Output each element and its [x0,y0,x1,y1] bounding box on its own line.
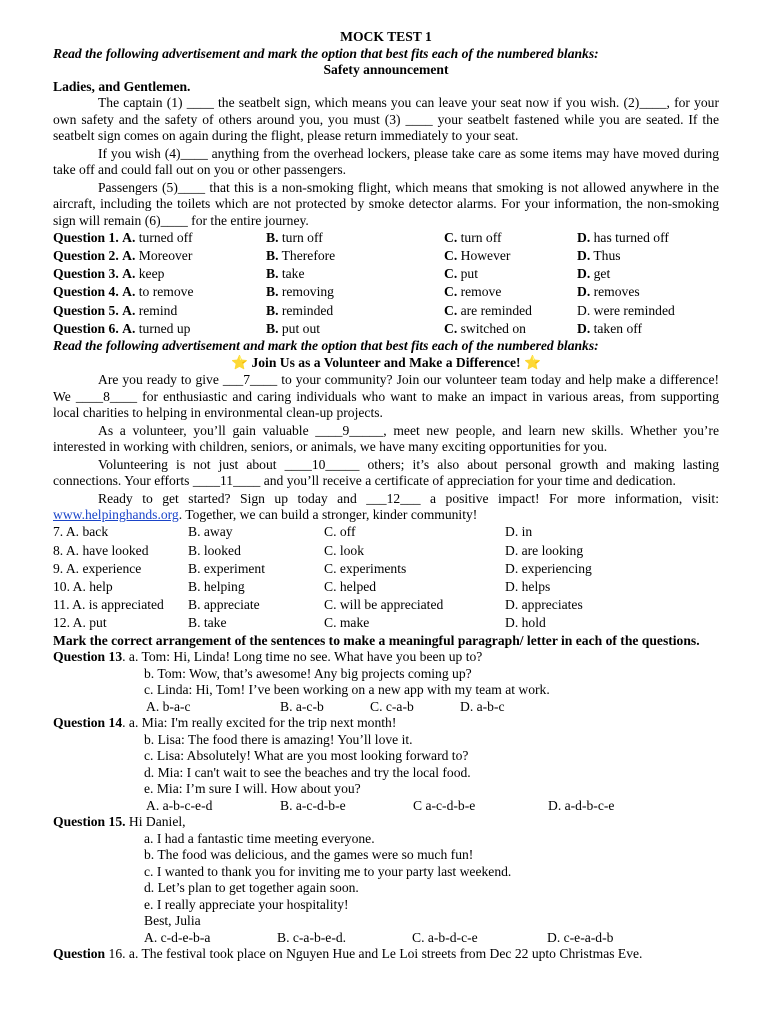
option-c: remove [460,284,502,300]
section2-paragraph-3: Volunteering is not just about ____10_____ others; it’s also about personal growth and making lasting connections. Your efforts ____11____ and you’ll receive a certificate of appreciation for your time and dedication. [53,456,719,489]
option-d: D. are looking [505,542,584,558]
sentence: b. The food was delicious, and the games were so much fun! [144,847,474,863]
option-d: D. helps [505,579,551,595]
option-c: C. a-b-d-c-e [412,929,478,945]
question-label: Question 5. [53,302,119,318]
question-row: Question 3. A. keep B. take C. put D. get [53,266,611,282]
sentence: b. Lisa: The food there is amazing! You’ll love it. [144,731,413,747]
question-label: Question 1. [53,229,119,245]
option-a: A. a-b-c-e-d [146,797,213,813]
option-a: keep [138,266,165,282]
section2-paragraph-1: Are you ready to give ___7____ to your community? Join our volunteer team today and help make a difference! We ____8____ for enthusiastic and caring individuals who want to make an impact in various areas, from supporting local charities to helping in environmental clean-up projects. [53,372,719,421]
option-c: C. off [324,524,356,540]
option-a: 10. A. help [53,579,113,595]
option-b: B. c-a-b-e-d. [277,929,347,945]
option-d: has turned off [593,229,669,245]
option-a: turned up [138,320,191,336]
document-body [53,29,719,963]
option-b: B. appreciate [188,597,260,613]
question-row: Question 1. A. turned off B. turn off C. turn off D. has turned off [53,229,669,245]
option-b: B. a-c-b [280,698,324,714]
question-row: Question 4. A. to remove B. removing C. remove D. removes [53,284,640,300]
section1-instruction: Read the following advertisement and mark the option that best fits each of the numbered blanks: [53,45,599,61]
section1-greeting: Ladies, and Gentlemen. [53,78,191,94]
question-16 [53,946,719,963]
question-label: Question 14 [53,715,123,731]
option-a: A. c-d-e-b-a [144,929,211,945]
option-b: turn off [281,229,323,245]
section1-paragraph-3: Passengers (5)____ that this is a non-smoking flight, which means that smoking is not allowed anywhere in the aircraft, including the toilets which are not protected by smoke detector alarms. For your information, the non-smoking sign will remain (6)____ for the entire journey. [53,179,719,228]
sentence: 16. a. The festival took place on Nguyen Hue and Le Loi streets from Dec 22 upto Christmas Eve. [105,946,643,962]
option-b: B. helping [188,579,245,595]
option-d: D. c-e-a-d-b [547,929,614,945]
section1-question-list [53,229,719,338]
option-d: get [593,266,611,282]
question-label: Question 13 [53,649,123,665]
section2-paragraph-2: As a volunteer, you’ll gain valuable ____9_____, meet new people, and learn new skills. Whether you’re interested in working with children, seniors, or animals, we have many exciting opportunities for you. [53,422,719,455]
option-a: to remove [138,284,194,300]
option-c: However [460,248,511,264]
question-14 [53,715,719,814]
question-label: Question [53,946,106,962]
option-c: put [460,266,478,282]
question-row: Question 6. A. turned up B. put out C. switched on D. taken off [53,320,643,336]
option-d: were reminded [593,302,675,318]
option-a: Moreover [138,248,193,264]
sentence: b. Tom: Wow, that’s awesome! Any big projects coming up? [144,665,472,681]
section1-paragraph-2: If you wish (4)____ anything from the overhead lockers, please take care as some items may have moved during take off and could fall out on you or other passengers. [53,145,719,177]
option-a: 9. A. experience [53,560,142,576]
option-c: C. helped [324,579,377,595]
sentence: . a. Tom: Hi, Linda! Long time no see. What have you been up to? [122,649,483,665]
section2-heading: ⭐ Join Us as a Volunteer and Make a Difference! ⭐ [231,354,541,370]
option-c: C. make [324,615,370,631]
option-c: are reminded [460,302,532,318]
sentence: Hi Daniel, [125,814,186,830]
question-label: Question 4. [53,284,119,300]
option-c: C. will be appreciated [324,597,444,613]
option-d: taken off [593,320,643,336]
option-b: B. away [188,524,233,540]
option-a: 7. A. back [53,524,109,540]
section2-question-list [53,524,719,633]
section1-heading: Safety announcement [323,62,449,77]
option-d: D. a-d-b-c-e [548,797,615,813]
option-c: turn off [460,229,502,245]
option-b: put out [281,320,321,336]
option-d: D. hold [505,615,546,631]
question-label: Question 15. [53,814,126,830]
option-a: A. b-a-c [146,698,191,714]
paragraph-text: Ready to get started? Sign up today and ___12___ a positive impact! For more information, visit: [98,490,719,506]
option-b: take [281,266,305,282]
question-row [53,542,719,560]
option-b: removing [281,284,334,300]
question-13 [53,649,719,715]
question-row: Question 2. A. Moreover B. Therefore C. However D. Thus [53,248,621,264]
paragraph-text: . Together, we can build a stronger, kinder community! [178,507,478,523]
option-row [53,930,719,947]
option-a: remind [138,302,178,318]
option-a: 8. A. have looked [53,542,149,558]
page-title: MOCK TEST 1 [340,29,432,44]
sentence: d. Let’s plan to get together again soon. [144,880,359,896]
question-row [53,596,719,614]
website-link[interactable]: www.helpinghands.org [53,507,179,523]
question-row: Question 5. A. remind B. reminded C. are reminded D. were reminded [53,302,675,318]
option-b: B. a-c-d-b-e [280,797,346,813]
sentence: Best, Julia [144,913,201,929]
option-b: B. experiment [188,560,266,576]
sentence: e. Mia: I’m sure I will. How about you? [144,781,361,797]
option-d: D. a-b-c [460,698,505,714]
option-d: D. experiencing [505,560,592,576]
option-d: D. appreciates [505,597,583,613]
sentence: . a. Mia: I'm really excited for the trip next month! [122,715,397,731]
sentence: d. Mia: I can't wait to see the beaches and try the local food. [144,764,471,780]
option-row [53,699,719,716]
option-a: turned off [138,229,193,245]
sentence: e. I really appreciate your hospitality! [144,896,349,912]
option-a: 11. A. is appreciated [53,597,164,613]
option-d: removes [593,284,640,300]
option-c: switched on [460,320,526,336]
question-label: Question 6. [53,320,119,336]
option-b: B. take [188,615,227,631]
sentence: a. I had a fantastic time meeting everyone. [144,830,375,846]
question-row [53,615,719,633]
option-c: C. look [324,542,365,558]
option-c: C. c-a-b [370,698,414,714]
section2-paragraph-4 [53,491,719,524]
option-b: Therefore [281,248,336,264]
section1-paragraph-1: The captain (1) ____ the seatbelt sign, which means you can leave your seat now if you wish. (2)____, for your own safety and the safety of others around you, you must (3) ____ your seatbelt fastened while you are seated. If the seatbelt sign comes on again during the flight, please return immediately to your seat. [53,95,719,143]
option-a: 12. A. put [53,615,107,631]
question-label: Question 2. [53,248,119,264]
question-label: Question 3. [53,266,119,282]
sentence: c. Lisa: Absolutely! What are you most looking forward to? [144,748,469,764]
question-row [53,560,719,578]
option-row [53,798,719,815]
option-d: D. in [505,524,533,540]
option-c: C. experiments [324,560,407,576]
question-row [53,524,719,542]
section3-instruction: Mark the correct arrangement of the sentences to make a meaningful paragraph/ letter in each of the questions. [53,632,700,648]
option-d: Thus [593,248,621,264]
option-b: reminded [281,302,334,318]
question-15 [53,814,719,946]
option-c: C a-c-d-b-e [413,797,476,813]
section2-instruction: Read the following advertisement and mark the option that best fits each of the numbered blanks: [53,338,599,354]
question-row [53,578,719,596]
option-b: B. looked [188,542,241,558]
sentence: c. I wanted to thank you for inviting me to your party last weekend. [144,863,512,879]
sentence: c. Linda: Hi, Tom! I’ve been working on a new app with my team at work. [144,682,550,698]
